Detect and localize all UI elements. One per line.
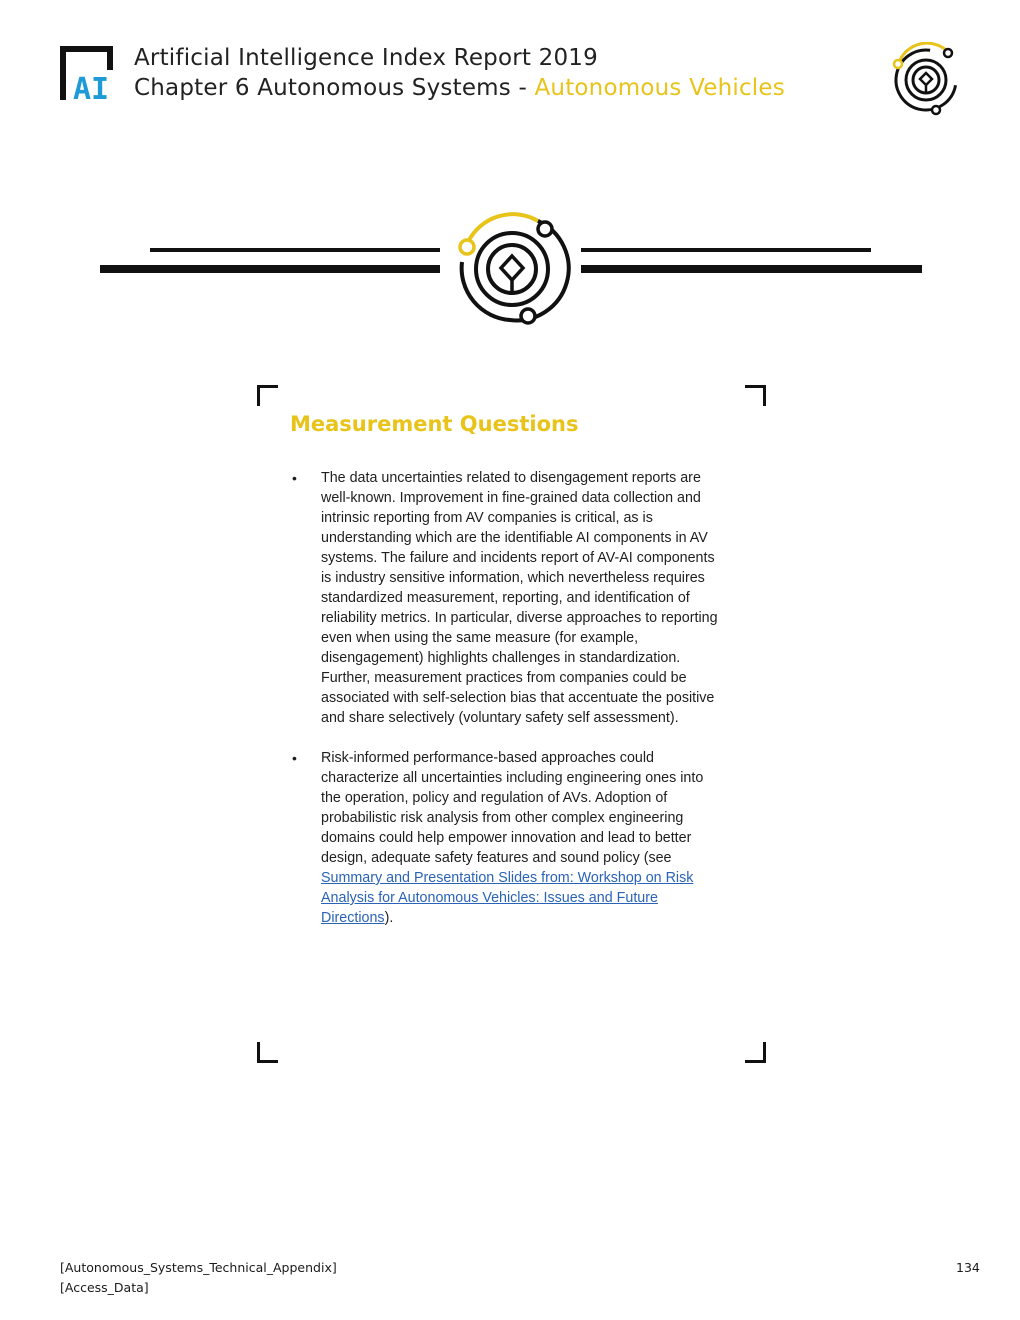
bullet-text: The data uncertainties related to disengagement reports are well-known. Improvement in fine-grained data collection and intrinsic reporting from AV companies is critical, as is understanding which are the identifiable AI components in AV systems. The failure and incidents report of AV-AI components is industry sensitive information, which nevertheless requires standardized measurement, reporting, and identification of reliability metrics. In particular, diverse approaches to reporting even when using the same measure (for example, disengagement) highlights challenges in standardization. Further, measurement practices from companies could be associated with self-selection bias that accentuate the positive and share selectively (voluntary safety self assessment). xyxy=(321,470,718,726)
divider-bar-left-thick xyxy=(100,265,440,273)
divider-bar-right-thick xyxy=(581,265,922,273)
workshop-slides-link[interactable]: Summary and Presentation Slides from: Workshop on Risk Analysis for Autonomous Vehicles: Issues and Future Directions xyxy=(321,870,694,926)
divider-bar-left-thin xyxy=(150,248,440,252)
list-item xyxy=(290,748,720,928)
header-title xyxy=(134,43,785,103)
frame-corner-top-right xyxy=(745,385,766,406)
chapter-title xyxy=(134,73,785,103)
page-number: 134 xyxy=(956,1260,980,1275)
ai-index-logo xyxy=(60,46,120,102)
divider-bar-right-thin xyxy=(581,248,871,252)
appendix-link[interactable]: [Autonomous_Systems_Technical_Appendix] xyxy=(60,1260,337,1275)
footer-links xyxy=(60,1258,337,1298)
frame-corner-top-left xyxy=(257,385,278,406)
bullet-icon: • xyxy=(292,750,297,766)
report-title: Artificial Intelligence Index Report 2019 xyxy=(134,45,598,71)
logo-text: AI xyxy=(73,72,110,102)
frame-corner-bottom-right xyxy=(745,1042,766,1063)
section-title: Measurement Questions xyxy=(290,412,579,436)
list-item xyxy=(290,468,720,728)
orbit-emblem-icon xyxy=(888,42,964,118)
bullet-icon: • xyxy=(292,470,297,486)
section-divider xyxy=(100,212,922,330)
bullet-text-before: Risk-informed performance-based approaches could characterize all uncertainties including engineering ones into the operation, policy and regulation of AVs. Adoption of probabilistic risk analysis from other complex engineering domains could help empower innovation and lead to better design, adequate safety features and sound policy (see xyxy=(321,750,704,866)
measurement-questions-list xyxy=(290,468,720,948)
orbit-emblem-icon xyxy=(460,214,569,323)
access-data-link[interactable]: [Access_Data] xyxy=(60,1280,149,1295)
chapter-prefix: Chapter 6 Autonomous Systems - xyxy=(134,75,535,101)
frame-corner-bottom-left xyxy=(257,1042,278,1063)
chapter-highlight: Autonomous Vehicles xyxy=(534,75,785,101)
bullet-text-after: ). xyxy=(384,910,394,926)
